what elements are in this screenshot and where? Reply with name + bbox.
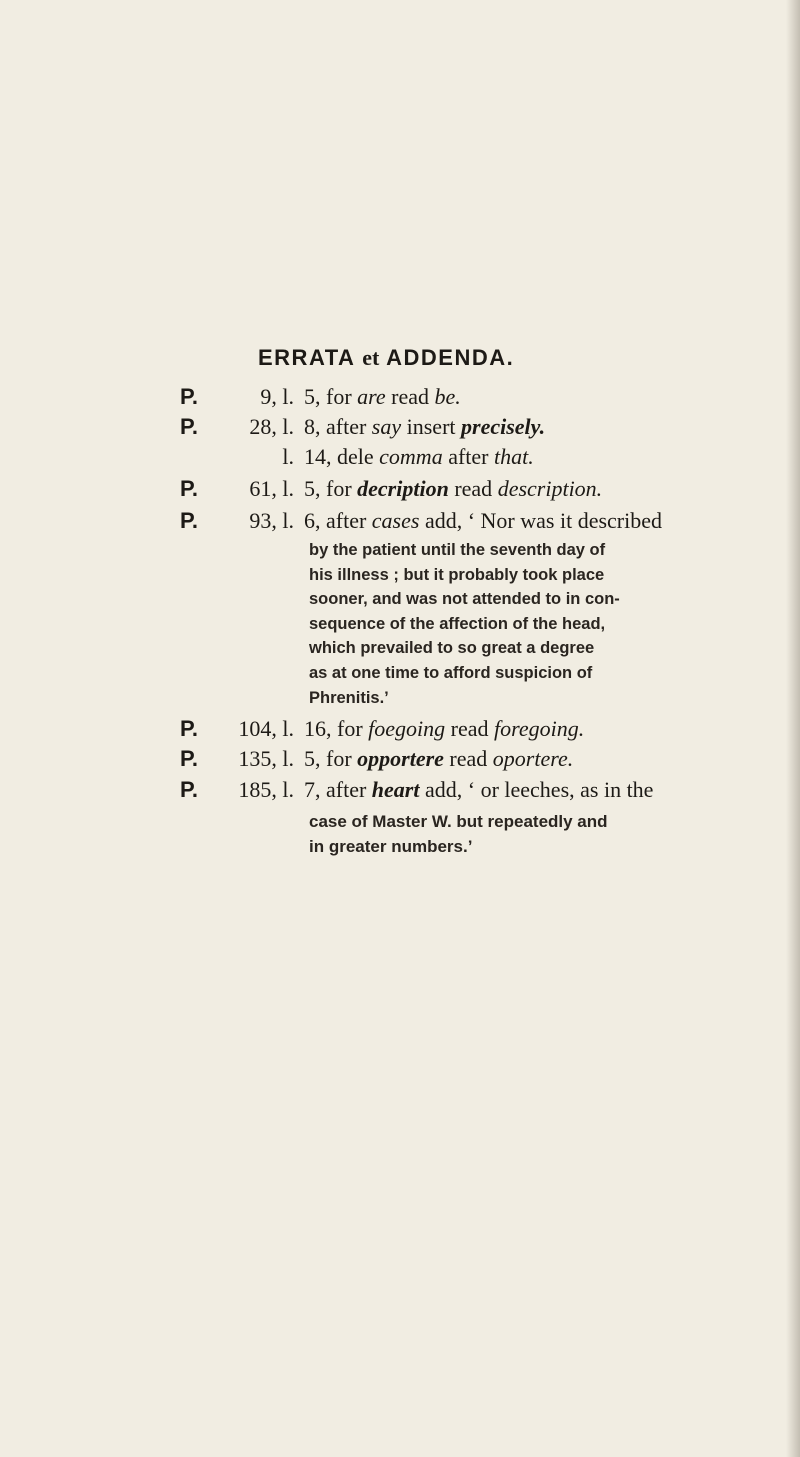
correction-text: 16, for foegoing read foregoing. bbox=[304, 716, 585, 741]
correction-text: 5, for opportere read oportere. bbox=[304, 746, 574, 771]
correction-text: 7, after heart add, ‘ or leeches, as in the bbox=[304, 777, 654, 802]
correction-text: 5, for decription read description. bbox=[304, 476, 603, 501]
heading-errata: ERRATA bbox=[258, 345, 355, 370]
page-line-ref: 135, l. bbox=[238, 746, 294, 771]
continuation-line: as at one time to afford suspicion of bbox=[309, 663, 593, 682]
page-line-ref: 104, l. bbox=[238, 716, 294, 741]
continuation-line: sooner, and was not attended to in con- bbox=[309, 590, 620, 609]
page-marker: P. bbox=[180, 508, 198, 533]
heading-et: et bbox=[362, 345, 380, 370]
page-line-ref: l. bbox=[282, 444, 294, 469]
page-marker: P. bbox=[180, 384, 198, 409]
page-line-ref: 185, l. bbox=[238, 777, 294, 802]
page-marker: P. bbox=[180, 476, 198, 501]
correction-text: 5, for are read be. bbox=[304, 384, 461, 409]
page-marker: P. bbox=[180, 746, 198, 771]
page-line-ref: 28, l. bbox=[249, 414, 294, 439]
page-line-ref: 9, l. bbox=[260, 384, 294, 409]
addendum-continuation bbox=[309, 538, 769, 710]
page-marker: P. bbox=[180, 716, 198, 741]
errata-heading bbox=[258, 345, 514, 371]
continuation-line: his illness ; but it probably took place bbox=[309, 565, 605, 584]
continuation-line: Phrenitis.’ bbox=[309, 688, 389, 707]
continuation-line: case of Master W. but repeatedly and bbox=[309, 812, 608, 831]
continuation-line: in greater numbers.’ bbox=[309, 836, 473, 856]
page-marker: P. bbox=[180, 777, 198, 802]
page-line-ref: 93, l. bbox=[249, 508, 294, 533]
page-line-ref: 61, l. bbox=[249, 476, 294, 501]
correction-text: 8, after say insert precisely. bbox=[304, 414, 546, 439]
correction-text: 6, after cases add, ‘ Nor was it described bbox=[304, 508, 662, 533]
heading-addenda: ADDENDA. bbox=[386, 345, 515, 370]
correction-text: 14, dele comma after that. bbox=[304, 444, 534, 469]
continuation-line: by the patient until the seventh day of bbox=[309, 541, 606, 559]
addendum-continuation bbox=[309, 810, 769, 859]
continuation-line: sequence of the affection of the head, bbox=[309, 614, 606, 633]
continuation-line: which prevailed to so great a degree bbox=[309, 639, 595, 658]
page-edge-shadow bbox=[786, 0, 800, 1457]
page-marker: P. bbox=[180, 414, 198, 439]
